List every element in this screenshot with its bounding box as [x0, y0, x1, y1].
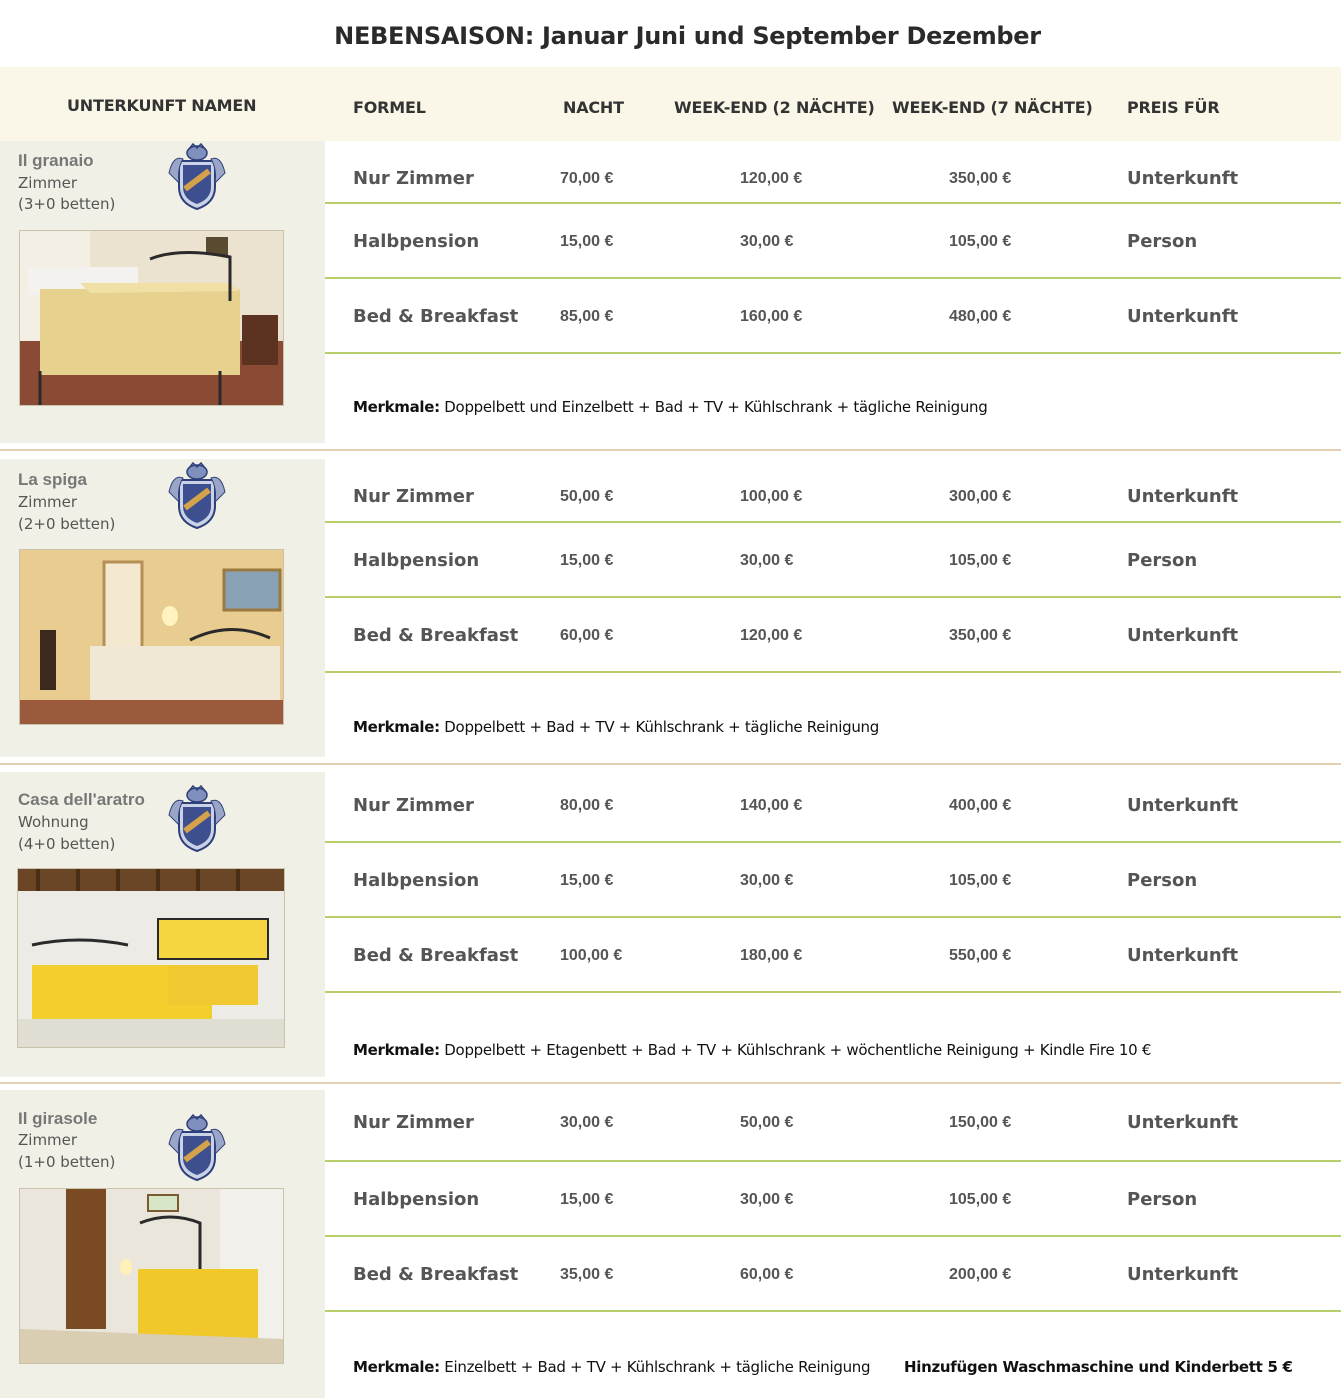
merkmale-value: Doppelbett und Einzelbett + Bad + TV + Kühlschrank + tägliche Reinigung — [439, 398, 988, 416]
property-beds: (1+0 betten) — [18, 1153, 116, 1171]
merkmale-text — [353, 1358, 870, 1376]
we7-cell: 105,00 € — [949, 872, 1012, 889]
we2-cell: 30,00 € — [740, 552, 794, 569]
page-title: NEBENSAISON: Januar Juni und September Dezember — [334, 22, 1041, 50]
we2-cell: 50,00 € — [740, 1114, 794, 1131]
formel-cell: Halbpension — [353, 1189, 480, 1210]
nacht-cell: 85,00 € — [560, 308, 614, 325]
formel-cell: Bed & Breakfast — [353, 625, 519, 646]
nacht-cell: 100,00 € — [560, 947, 623, 964]
block-separator — [0, 763, 1341, 765]
nacht-cell: 15,00 € — [560, 233, 614, 250]
we2-cell: 160,00 € — [740, 308, 803, 325]
nacht-cell: 15,00 € — [560, 872, 614, 889]
preis-cell: Unterkunft — [1127, 795, 1239, 816]
formel-cell: Bed & Breakfast — [353, 306, 519, 327]
we7-cell: 350,00 € — [949, 170, 1012, 187]
we7-cell: 105,00 € — [949, 552, 1012, 569]
formel-cell: Nur Zimmer — [353, 486, 474, 507]
header-we2: WEEK-END (2 NÄCHTE) — [674, 98, 875, 117]
row-divider — [325, 1310, 1341, 1312]
nacht-cell: 70,00 € — [560, 170, 614, 187]
room-photo — [19, 230, 284, 406]
property-beds: (4+0 betten) — [18, 835, 116, 853]
preis-cell: Unterkunft — [1127, 625, 1239, 646]
coat-of-arms-icon — [165, 143, 229, 211]
price-row — [325, 598, 1341, 673]
merkmale-label: Merkmale: — [353, 718, 440, 736]
preis-cell: Unterkunft — [1127, 306, 1239, 327]
header-formel: FORMEL — [353, 98, 426, 117]
price-row — [325, 279, 1341, 354]
formel-cell: Halbpension — [353, 870, 480, 891]
we7-cell: 400,00 € — [949, 797, 1012, 814]
merkmale-value: Einzelbett + Bad + TV + Kühlschrank + tägliche Reinigung — [439, 1358, 871, 1376]
we7-cell: 350,00 € — [949, 627, 1012, 644]
we7-cell: 150,00 € — [949, 1114, 1012, 1131]
preis-cell: Unterkunft — [1127, 168, 1239, 189]
header-nacht: NACHT — [563, 98, 624, 117]
nacht-cell: 30,00 € — [560, 1114, 614, 1131]
we2-cell: 140,00 € — [740, 797, 803, 814]
property-type: Wohnung — [18, 813, 89, 831]
preis-cell: Unterkunft — [1127, 1112, 1239, 1133]
property-name: Il girasole — [18, 1109, 98, 1128]
coat-of-arms-icon — [165, 462, 229, 530]
property-block — [0, 141, 1341, 443]
we7-cell: 550,00 € — [949, 947, 1012, 964]
property-type: Zimmer — [18, 1131, 78, 1149]
nacht-cell: 80,00 € — [560, 797, 614, 814]
property-name: La spiga — [18, 470, 87, 489]
coat-of-arms-icon — [165, 785, 229, 853]
we2-cell: 120,00 € — [740, 170, 803, 187]
preis-cell: Unterkunft — [1127, 945, 1239, 966]
merkmale-text — [353, 1041, 1151, 1059]
nacht-cell: 15,00 € — [560, 1191, 614, 1208]
preis-cell: Person — [1127, 870, 1198, 891]
formel-cell: Bed & Breakfast — [353, 1264, 519, 1285]
preis-cell: Person — [1127, 550, 1198, 571]
preis-cell: Person — [1127, 1189, 1198, 1210]
room-photo — [17, 868, 285, 1048]
we2-cell: 60,00 € — [740, 1266, 794, 1283]
row-divider — [325, 671, 1341, 673]
row-divider — [325, 352, 1341, 354]
block-separator — [0, 1082, 1341, 1084]
price-row — [325, 843, 1341, 918]
merkmale-label: Merkmale: — [353, 1041, 440, 1059]
merkmale-value: Doppelbett + Bad + TV + Kühlschrank + tägliche Reinigung — [439, 718, 879, 736]
property-beds: (3+0 betten) — [18, 195, 116, 213]
room-photo — [19, 549, 284, 725]
preis-cell: Unterkunft — [1127, 486, 1239, 507]
formel-cell: Halbpension — [353, 231, 480, 252]
row-divider — [325, 991, 1341, 993]
we2-cell: 30,00 € — [740, 1191, 794, 1208]
we7-cell: 105,00 € — [949, 1191, 1012, 1208]
we7-cell: 300,00 € — [949, 488, 1012, 505]
formel-cell: Halbpension — [353, 550, 480, 571]
header-preis: PREIS FÜR — [1127, 98, 1220, 117]
price-row — [325, 1085, 1341, 1160]
price-row — [325, 523, 1341, 598]
nacht-cell: 35,00 € — [560, 1266, 614, 1283]
merkmale-text — [353, 718, 879, 736]
header-unterkunft: UNTERKUNFT NAMEN — [67, 96, 257, 115]
merkmale-value: Doppelbett + Etagenbett + Bad + TV + Kühlschrank + wöchentliche Reinigung + Kindle Fire 10 € — [439, 1041, 1152, 1059]
merkmale-label: Merkmale: — [353, 398, 440, 416]
price-row — [325, 204, 1341, 279]
we2-cell: 180,00 € — [740, 947, 803, 964]
property-block — [0, 1090, 1341, 1398]
we2-cell: 30,00 € — [740, 233, 794, 250]
nacht-cell: 15,00 € — [560, 552, 614, 569]
formel-cell: Bed & Breakfast — [353, 945, 519, 966]
merkmale-label: Merkmale: — [353, 1358, 440, 1376]
we2-cell: 100,00 € — [740, 488, 803, 505]
we7-cell: 105,00 € — [949, 233, 1012, 250]
extra-note: Hinzufügen Waschmaschine und Kinderbett 5 € — [904, 1358, 1293, 1376]
we7-cell: 200,00 € — [949, 1266, 1012, 1283]
price-row — [325, 768, 1341, 843]
property-type: Zimmer — [18, 493, 78, 511]
formel-cell: Nur Zimmer — [353, 1112, 474, 1133]
merkmale-text — [353, 398, 988, 416]
price-row — [325, 918, 1341, 993]
property-name: Casa dell'aratro — [18, 790, 145, 809]
coat-of-arms-icon — [165, 1114, 229, 1182]
property-beds: (2+0 betten) — [18, 515, 116, 533]
property-name: Il granaio — [18, 151, 94, 170]
nacht-cell: 50,00 € — [560, 488, 614, 505]
property-block — [0, 459, 1341, 757]
formel-cell: Nur Zimmer — [353, 168, 474, 189]
property-type: Zimmer — [18, 174, 78, 192]
room-photo — [19, 1188, 284, 1364]
price-row — [325, 1162, 1341, 1237]
block-separator — [0, 449, 1341, 451]
price-row — [325, 1237, 1341, 1312]
we7-cell: 480,00 € — [949, 308, 1012, 325]
property-block — [0, 772, 1341, 1077]
preis-cell: Person — [1127, 231, 1198, 252]
header-we7: WEEK-END (7 NÄCHTE) — [892, 98, 1093, 117]
table-header — [0, 67, 1341, 141]
we2-cell: 30,00 € — [740, 872, 794, 889]
nacht-cell: 60,00 € — [560, 627, 614, 644]
formel-cell: Nur Zimmer — [353, 795, 474, 816]
preis-cell: Unterkunft — [1127, 1264, 1239, 1285]
we2-cell: 120,00 € — [740, 627, 803, 644]
